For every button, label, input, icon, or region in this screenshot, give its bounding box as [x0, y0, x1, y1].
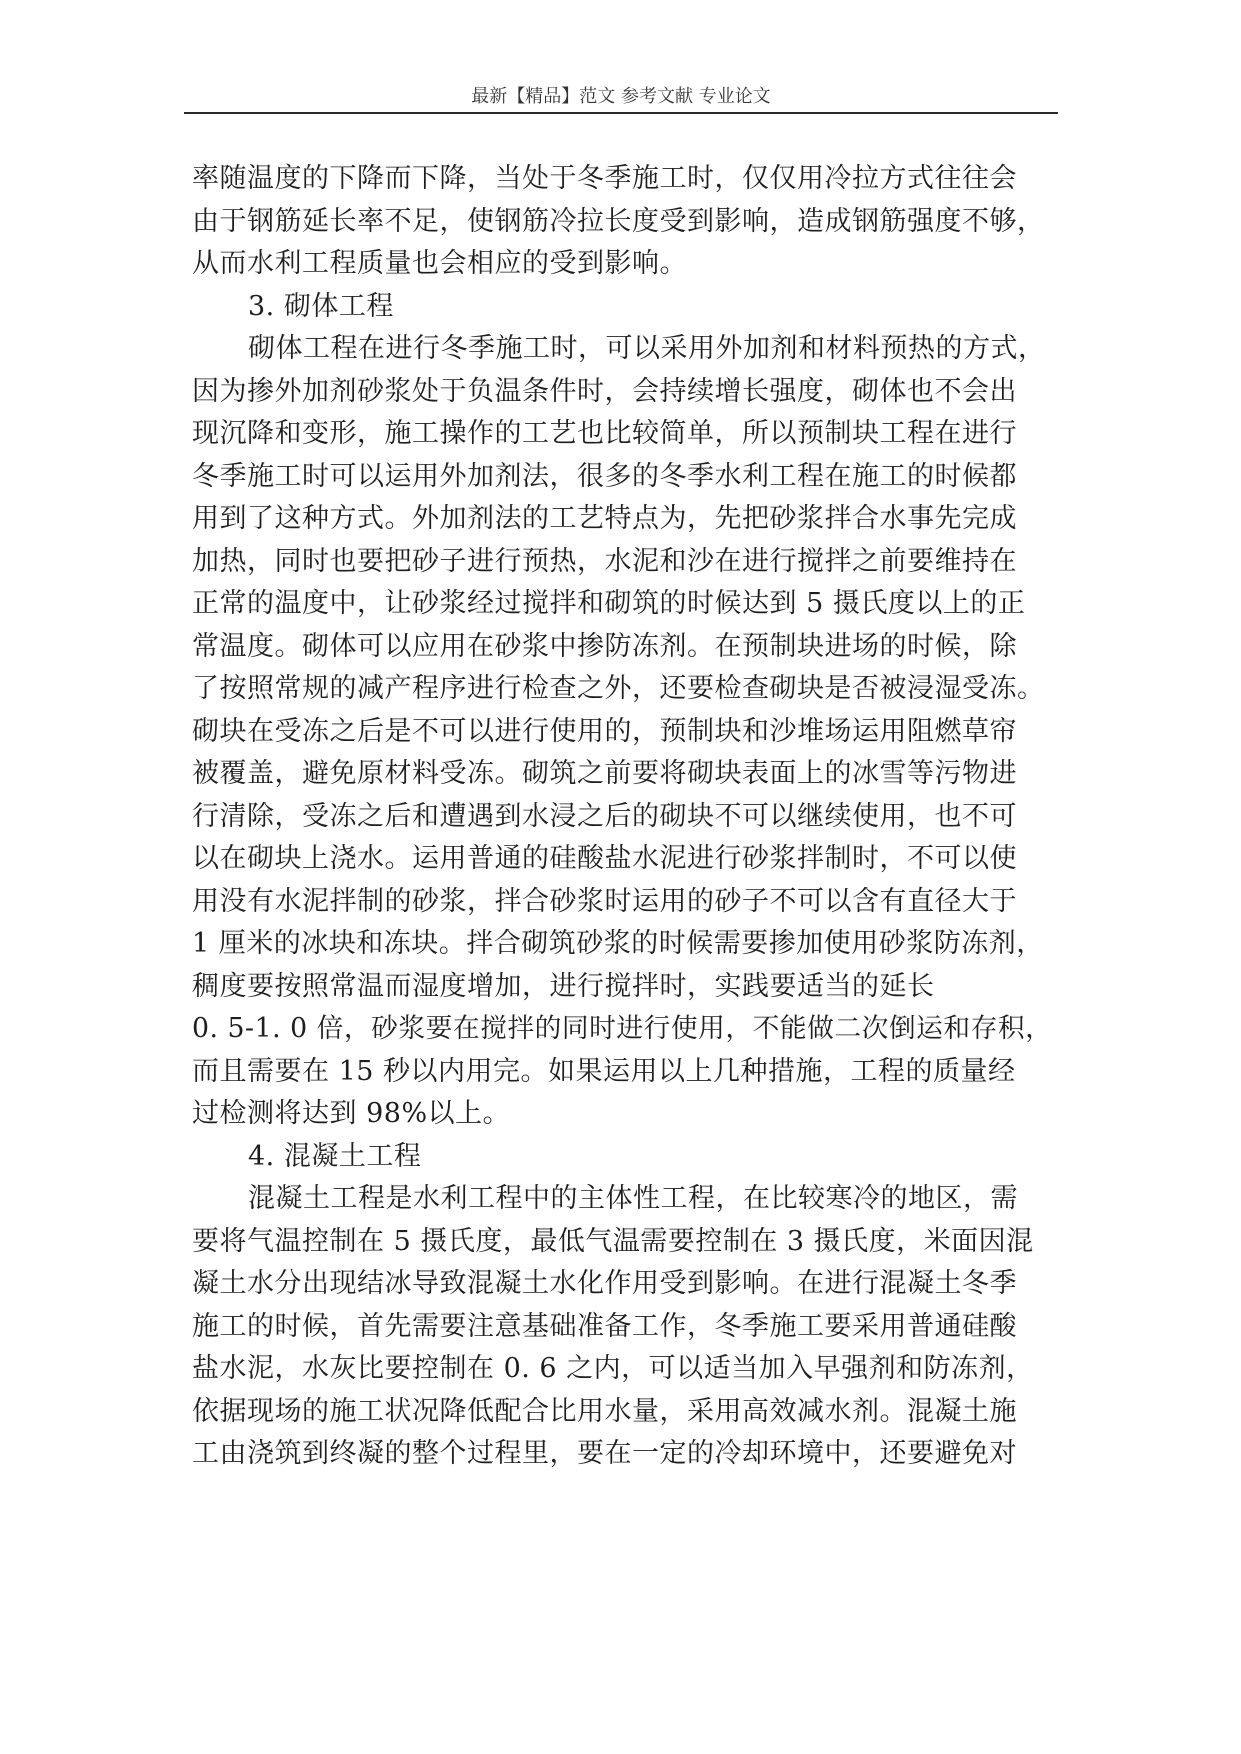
text-line: 依据现场的施工状况降低配合比用水量，采用高效减水剂。混凝土施	[192, 1395, 1017, 1427]
text-line: 施工的时候，首先需要注意基础准备工作，冬季施工要采用普通硅酸	[192, 1310, 1017, 1342]
text-line: 行清除，受冻之后和遭遇到水浸之后的砌块不可以继续使用，也不可	[192, 800, 1017, 832]
text-line: 正常的温度中，让砂浆经过搅拌和砌筑的时候达到 5 摄氏度以上的正	[192, 588, 1026, 619]
text-line: 砌块在受冻之后是不可以进行使用的，预制块和沙堆场运用阻燃草帘	[192, 715, 1017, 747]
document-body	[192, 158, 1052, 1476]
text-line: 凝土水分出现结冰导致混凝土水化作用受到影响。在进行混凝土冬季	[192, 1268, 1017, 1299]
text-line: 要将气温控制在 5 摄氏度，最低气温需要控制在 3 摄氏度，米面因混	[192, 1225, 1034, 1257]
text-line: 冬季施工时可以运用外加剂法，很多的冬季水利工程在施工的时候都	[192, 460, 1017, 492]
text-line: 用到了这种方式。外加剂法的工艺特点为，先把砂浆拌合水事先完成	[192, 503, 1017, 534]
text-line: 常温度。砌体可以应用在砂浆中掺防冻剂。在预制块进场的时候，除	[192, 630, 1017, 662]
text-line: 盐水泥，水灰比要控制在 0. 6 之内，可以适当加入早强剂和防冻剂，	[192, 1353, 1034, 1384]
text-line: 现沉降和变形，施工操作的工艺也比较简单，所以预制块工程在进行	[192, 418, 1017, 449]
text-line: 0. 5-1. 0 倍，砂浆要在搅拌的同时进行使用，不能做二次倒运和存积，	[192, 1013, 1053, 1044]
text-line: 而且需要在 15 秒以内用完。如果运用以上几种措施，工程的质量经	[192, 1055, 1016, 1087]
text-line: 率随温度的下降而下降，当处于冬季施工时，仅仅用冷拉方式往往会	[192, 163, 1017, 194]
text-line: 加热，同时也要把砂子进行预热，水泥和沙在进行搅拌之前要维持在	[192, 545, 1017, 577]
text-line: 被覆盖，避免原材料受冻。砌筑之前要将砌块表面上的冰雪等污物进	[192, 758, 1017, 789]
text-line: 从而水利工程质量也会相应的受到影响。	[192, 248, 687, 279]
text-line: 以在砌块上浇水。运用普通的硅酸盐水泥进行砂浆拌制时，不可以使	[192, 843, 1017, 874]
text-line: 砌体工程在进行冬季施工时，可以采用外加剂和材料预热的方式，	[248, 333, 1046, 364]
text-line: 混凝土工程是水利工程中的主体性工程，在比较寒冷的地区，需	[248, 1183, 1018, 1214]
text-line: 因为掺外加剂砂浆处于负温条件时，会持续增长强度，砌体也不会出	[192, 375, 1017, 407]
text-line: 过检测将达到 98%以上。	[192, 1098, 511, 1129]
text-line: 稠度要按照常温而湿度增加，进行搅拌时，实践要适当的延长	[192, 970, 935, 1002]
text-line: 1 厘米的冰块和冻块。拌合砌筑砂浆的时候需要掺加使用砂浆防冻剂，	[192, 928, 1044, 959]
text-line: 工由浇筑到终凝的整个过程里，要在一定的冷却环境中，还要避免对	[192, 1438, 1017, 1469]
text-line: 了按照常规的减产程序进行检查之外，还要检查砌块是否被浸湿受冻。	[192, 673, 1045, 704]
text-line: 用没有水泥拌制的砂浆，拌合砂浆时运用的砂子不可以含有直径大于	[192, 885, 1017, 917]
page-header	[184, 86, 1058, 114]
header-text: 最新【精品】范文 参考文献 专业论文	[471, 86, 771, 107]
text-line: 4. 混凝土工程	[248, 1140, 422, 1172]
text-line: 3. 砌体工程	[248, 290, 394, 322]
text-line: 由于钢筋延长率不足，使钢筋冷拉长度受到影响，造成钢筋强度不够，	[192, 205, 1045, 237]
